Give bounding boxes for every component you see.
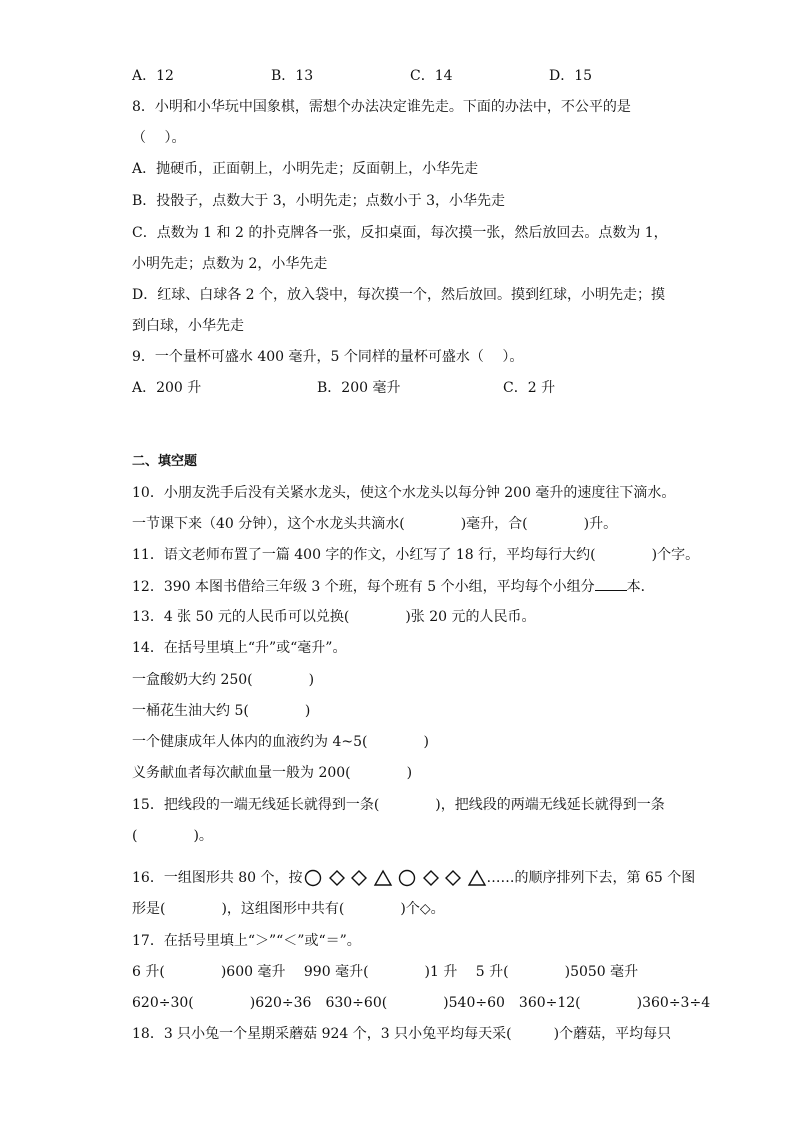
diamond-icon bbox=[446, 871, 460, 885]
q17-stem: 17．在括号里填上“＞”“＜”或“＝”。 bbox=[132, 933, 361, 949]
q14-item3: 一个健康成年人体内的血液约为 4~5( ) bbox=[132, 734, 429, 750]
q8-option-a: A．抛硬币，正面朝上，小明先走；反面朝上，小华先走 bbox=[132, 161, 479, 177]
q15-line2: ( )。 bbox=[132, 828, 213, 844]
diamond-icon bbox=[424, 871, 438, 885]
q7-option-b: B．13 bbox=[271, 68, 314, 84]
q17-row1: 6 升( )600 毫升 990 毫升( )1 升 5 升( )5050 毫升 bbox=[132, 964, 639, 980]
q14-item4: 义务献血者每次献血量一般为 200( ) bbox=[132, 765, 413, 781]
q8-option-d-line1: D．红球、白球各 2 个，放入袋中，每次摸一个，然后放回。摸到红球，小明先走；摸 bbox=[132, 287, 666, 303]
q16-line2: 形是( )，这组图形中共有( )个◇。 bbox=[132, 901, 445, 917]
q11-text: 11．语文老师布置了一篇 400 字的作文，小红写了 18 行，平均每行大约( )个字。 bbox=[132, 547, 700, 563]
q7-option-d: D．15 bbox=[549, 68, 593, 84]
q18-text: 18．3 只小兔一个星期采蘑菇 924 个，3 只小兔平均每天采( )个蘑菇，平均每只 bbox=[132, 1026, 672, 1042]
q9-option-b: B．200 毫升 bbox=[317, 380, 401, 396]
q16-line1 bbox=[132, 868, 695, 888]
diamond-icon bbox=[352, 871, 366, 885]
q7-option-c: C．14 bbox=[410, 68, 453, 84]
q9-stem: 9．一个量杯可盛水 400 毫升，5 个同样的量杯可盛水（ ）。 bbox=[132, 349, 524, 365]
q17-row2: 620÷30( )620÷36 630÷60( )540÷60 360÷12( )360÷3÷4 bbox=[132, 995, 711, 1011]
q10-line2: 一节课下来（40 分钟），这个水龙头共滴水( )毫升，合( )升。 bbox=[132, 516, 618, 532]
q13-text: 13．4 张 50 元的人民币可以兑换( )张 20 元的人民币。 bbox=[132, 609, 536, 625]
diamond-icon bbox=[330, 871, 344, 885]
q10-line1: 10．小朋友洗手后没有关紧水龙头，使这个水龙头以每分钟 200 毫升的速度往下滴水。 bbox=[132, 485, 676, 501]
triangle-icon bbox=[375, 871, 391, 885]
section-heading-fill-in: 二、填空题 bbox=[132, 454, 198, 469]
q12-pre: 12．390 本图书借给三年级 3 个班，每个班有 5 个小组，平均每个小组分 bbox=[132, 579, 595, 595]
shape-sequence bbox=[303, 868, 487, 888]
q8-option-c-line2: 小明先走；点数为 2，小华先走 bbox=[132, 256, 328, 272]
q8-stem-line2: （ ）。 bbox=[132, 130, 186, 146]
circle-icon bbox=[399, 871, 414, 886]
circle-icon bbox=[305, 871, 320, 886]
q8-stem-line1: 8．小明和小华玩中国象棋，需想个办法决定谁先走。下面的办法中，不公平的是 bbox=[132, 99, 631, 115]
q7-option-a: A．12 bbox=[132, 68, 174, 84]
q16-pre: 16．一组图形共 80 个，按 bbox=[132, 870, 303, 886]
q14-stem: 14．在括号里填上“升”或“毫升”。 bbox=[132, 640, 347, 656]
q15-line1: 15．把线段的一端无线延长就得到一条( )，把线段的两端无线延长就得到一条 bbox=[132, 797, 665, 813]
triangle-icon bbox=[469, 871, 485, 885]
q12-answer-blank bbox=[595, 576, 627, 591]
q14-item1: 一盒酸奶大约 250( ) bbox=[132, 672, 315, 688]
q9-option-c: C．2 升 bbox=[503, 380, 556, 396]
q8-option-c-line1: C．点数为 1 和 2 的扑克牌各一张，反扣桌面，每次摸一张，然后放回去。点数为 1， bbox=[132, 225, 668, 241]
q16-post: ……的顺序排列下去，第 65 个图 bbox=[486, 870, 696, 886]
q9-option-a: A．200 升 bbox=[132, 380, 202, 396]
q8-option-b: B．投骰子，点数大于 3，小明先走；点数小于 3，小华先走 bbox=[132, 193, 506, 209]
q12-post: 本． bbox=[626, 579, 655, 595]
shape-sequence-icon bbox=[303, 868, 487, 888]
q12-text bbox=[132, 576, 655, 597]
q8-option-d-line2: 到白球，小华先走 bbox=[132, 318, 244, 334]
q14-item2: 一桶花生油大约 5( ) bbox=[132, 703, 311, 719]
